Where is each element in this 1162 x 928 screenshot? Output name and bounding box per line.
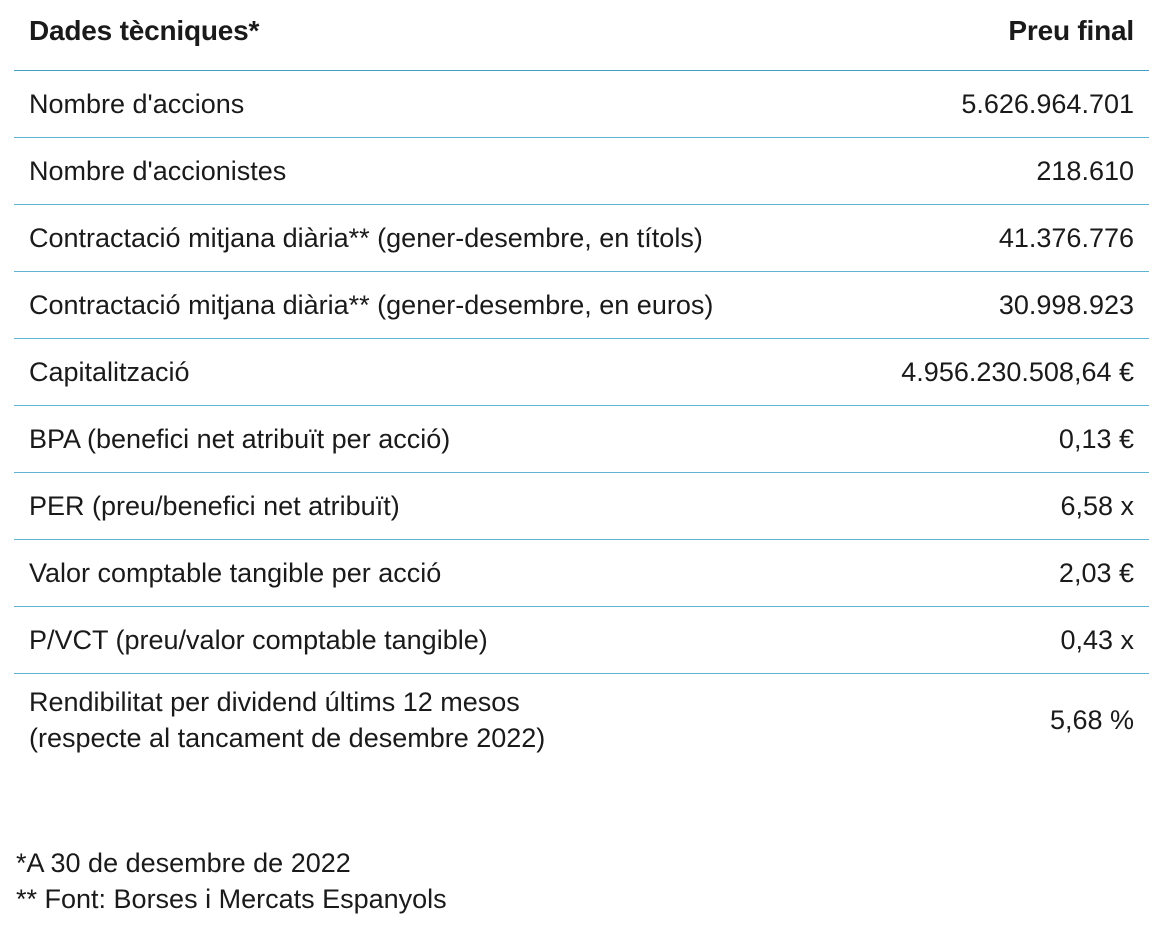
table-row — [14, 406, 1149, 473]
table-row — [14, 138, 1149, 205]
row-label — [29, 684, 545, 756]
table-row — [14, 272, 1149, 339]
row-value: 218.610 — [1036, 155, 1134, 186]
table-header — [14, 0, 1149, 71]
header-final-price: Preu final — [1008, 15, 1134, 46]
footnote-date: *A 30 de desembre de 2022 — [16, 848, 351, 878]
row-label: Valor comptable tangible per acció — [29, 557, 442, 588]
table-row — [14, 473, 1149, 540]
row-value: 5,68 % — [1049, 704, 1134, 735]
row-label: Nombre d'accions — [29, 88, 245, 119]
header-technical-data: Dades tècniques* — [29, 15, 260, 46]
row-label: Contractació mitjana diària** (gener-desembre, en títols) — [29, 222, 703, 253]
footnote-source: ** Font: Borses i Mercats Espanyols — [16, 884, 447, 914]
row-value: 0,43 x — [1060, 624, 1134, 655]
row-value: 0,13 € — [1058, 423, 1134, 454]
row-value: 2,03 € — [1058, 557, 1134, 588]
row-label: Capitalització — [29, 356, 190, 387]
technical-data-table — [14, 0, 1149, 766]
table-row — [14, 205, 1149, 272]
row-label: Nombre d'accionistes — [29, 155, 287, 186]
footnotes — [16, 845, 447, 917]
table-row — [14, 540, 1149, 607]
table-row — [14, 71, 1149, 138]
table-row — [14, 607, 1149, 674]
row-value: 30.998.923 — [998, 289, 1134, 320]
row-label-line2: (respecte al tancament de desembre 2022) — [29, 723, 546, 753]
row-value: 5.626.964.701 — [961, 88, 1134, 119]
row-label: P/VCT (preu/valor comptable tangible) — [29, 624, 488, 655]
table-row-dividend-yield — [14, 674, 1149, 766]
row-value: 4.956.230.508,64 € — [901, 356, 1134, 387]
row-label: PER (preu/benefici net atribuït) — [29, 490, 400, 521]
row-value: 41.376.776 — [998, 222, 1134, 253]
row-value: 6,58 x — [1060, 490, 1134, 521]
row-label-line1: Rendibilitat per dividend últims 12 mesos — [29, 687, 520, 717]
row-label: Contractació mitjana diària** (gener-desembre, en euros) — [29, 289, 714, 320]
row-label: BPA (benefici net atribuït per acció) — [29, 423, 451, 454]
table-row — [14, 339, 1149, 406]
